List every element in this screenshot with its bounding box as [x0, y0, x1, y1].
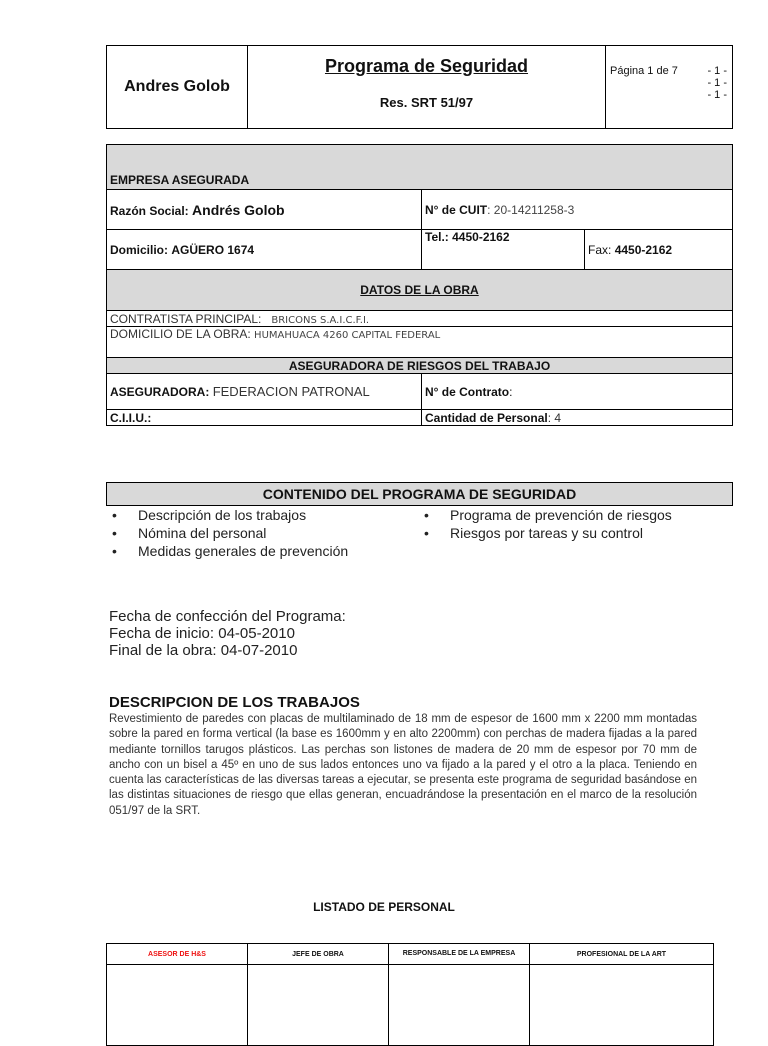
fax-label: Fax — [588, 242, 609, 257]
ciiu-cell — [107, 410, 422, 426]
fecha-final: Final de la obra: 04-07-2010 — [109, 642, 298, 659]
page-indicator: Página 1 de 7 — [610, 65, 678, 77]
signature-cell — [389, 965, 530, 1046]
author-name: Andres Golob — [107, 46, 248, 129]
domicilio-value: AGÜERO 1674 — [171, 242, 255, 257]
domicilio-obra-value: HUMAHUACA 4260 CAPITAL FEDERAL — [254, 330, 441, 341]
razon-social-label: Razón Social: — [110, 203, 189, 218]
descripcion-body: Revestimiento de paredes con placas de multilaminado de 18 mm de espesor de 1600 mm x 2200 mm montadas sobre la pared en forma vertical (la base es 1600mm y en alto 2200mm) con perchas de madera fijadas a la pared mediante tornillos tarugos plásticos. Las perchas son listones de madera de 20 mm de espesor por 70 mm de ancho con un bisel a 45º en uno de sus lados entonces uno va fijado a la pared y el otro a la placa. Teniendo en cuenta las características de las diversas tareas a ejecutar, se presenta este programa de seguridad basándose en las distintas situaciones de riesgo que ellas generan, encuadrándose la presentación en el marco de la resolución 051/97 de la SRT. — [109, 713, 697, 817]
domicilio-obra-cell — [107, 327, 733, 358]
empresa-heading: EMPRESA ASEGURADA — [107, 145, 733, 190]
page-cell — [606, 46, 733, 129]
contrato-value: : — [509, 384, 513, 399]
signature-cell — [248, 965, 389, 1046]
datos-obra-heading: DATOS DE LA OBRA — [107, 270, 733, 311]
listado-title: LISTADO DE PERSONAL — [313, 900, 455, 914]
domicilio-cell — [107, 230, 422, 270]
cuit-label: N° de CUIT — [425, 202, 488, 217]
tel-cell — [422, 230, 585, 270]
page-num: - 1 - — [707, 89, 727, 101]
cuit-cell — [422, 190, 733, 230]
contenido-table — [106, 482, 733, 506]
page-num: - 1 - — [707, 65, 727, 77]
domicilio-obra-label: DOMICILIO DE LA OBRA: — [110, 327, 251, 341]
fecha-confeccion: Fecha de confección del Programa: — [109, 608, 346, 625]
cantidad-label: Cantidad de Personal — [425, 410, 548, 425]
company-info-table — [106, 144, 733, 426]
cuit-value: : 20-14211258-3 — [487, 202, 575, 217]
contenido-list-left — [112, 506, 348, 560]
contratista-label: CONTRATISTA PRINCIPAL: — [110, 311, 262, 326]
aseguradora-label: ASEGURADORA: — [110, 385, 210, 399]
descripcion-title: DESCRIPCION DE LOS TRABAJOS — [109, 694, 360, 711]
list-item: • Riesgos por tareas y su control — [424, 525, 643, 541]
personal-table — [106, 943, 714, 1046]
cantidad-value: : 4 — [547, 410, 562, 425]
tel-label: Tel.: — [425, 230, 449, 244]
signature-cell — [530, 965, 714, 1046]
aseguradora-value: FEDERACION PATRONAL — [212, 384, 370, 399]
column-header-responsable: RESPONSABLE DE LA EMPRESA — [389, 944, 530, 965]
fax-cell: Fax: 4450-2162 — [585, 230, 733, 270]
signature-cell — [107, 965, 248, 1046]
razon-social-cell — [107, 190, 422, 230]
contenido-list-right — [424, 506, 672, 542]
list-item: • Programa de prevención de riesgos — [424, 507, 672, 523]
column-header-profesional: PROFESIONAL DE LA ART — [530, 944, 714, 965]
tel-value: 4450-2162 — [452, 230, 510, 244]
contratista-value: BRICONS S.A.I.C.F.I. — [271, 314, 370, 326]
cantidad-cell — [422, 410, 733, 426]
fax-value: 4450-2162 — [614, 242, 673, 257]
document-title: Programa de Seguridad — [324, 56, 529, 76]
list-item: • Nómina del personal — [112, 525, 267, 541]
razon-social-value: Andrés Golob — [192, 201, 285, 218]
page-numbers — [707, 65, 727, 101]
resolution: Res. SRT 51/97 — [379, 95, 474, 110]
page-num: - 1 - — [707, 77, 727, 89]
list-item: • Descripción de los trabajos — [112, 507, 307, 523]
art-heading: ASEGURADORA DE RIESGOS DEL TRABAJO — [107, 358, 733, 374]
fecha-inicio: Fecha de inicio: 04-05-2010 — [109, 625, 295, 642]
domicilio-label: Domicilio: — [110, 242, 169, 257]
contenido-heading: CONTENIDO DEL PROGRAMA DE SEGURIDAD — [107, 483, 733, 506]
contrato-label: N° de Contrato — [425, 384, 510, 399]
aseguradora-cell — [107, 374, 422, 410]
title-cell — [248, 46, 606, 129]
contrato-cell — [422, 374, 733, 410]
ciiu-label: C.I.I.U.: — [110, 410, 152, 425]
document-header — [106, 45, 733, 129]
list-item: • Medidas generales de prevención — [112, 543, 349, 559]
fechas-block — [109, 608, 346, 659]
column-header-jefe: JEFE DE OBRA — [248, 944, 389, 965]
column-header-asesor: ASESOR DE H&S — [107, 944, 248, 965]
contratista-cell — [107, 311, 733, 327]
